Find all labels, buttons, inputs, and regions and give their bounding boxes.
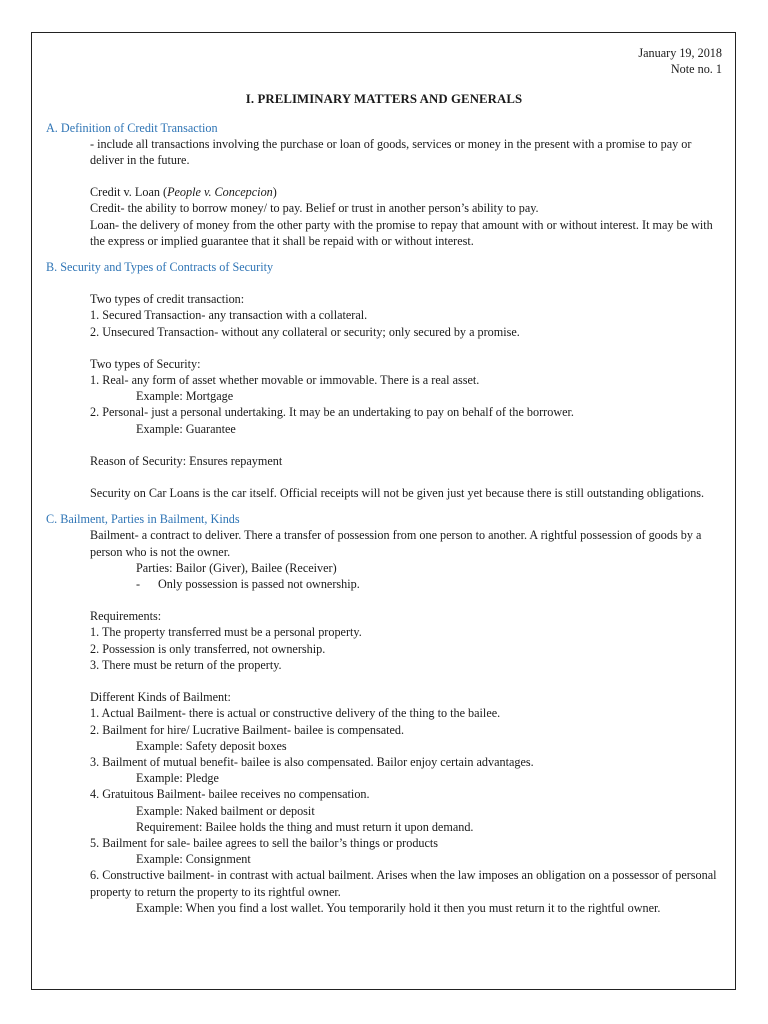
unsecured-transaction: 2. Unsecured Transaction- without any collateral or security; only secured by a promise. [90, 324, 520, 339]
document-page [31, 32, 736, 990]
kind-4: 4. Gratuitous Bailment- bailee receives no compensation. [90, 787, 370, 802]
section-a-heading: A. Definition of Credit Transaction [46, 120, 218, 135]
kind-5-example: Example: Consignment [136, 852, 251, 867]
real-security-example: Example: Mortgage [136, 389, 234, 404]
security-types-label: Two types of Security: [90, 356, 201, 371]
credit-v-loan-suffix: ) [272, 185, 277, 200]
credit-definition: Credit- the ability to borrow money/ to pay. Belief or trust in another person’s ability to pay. [90, 201, 539, 216]
possession-note: Only possession is passed not ownership. [158, 577, 360, 592]
requirement-1: 1. The property transferred must be a personal property. [90, 625, 362, 640]
requirement-3: 3. There must be return of the property. [90, 657, 282, 672]
kinds-label: Different Kinds of Bailment: [90, 690, 231, 705]
kind-3: 3. Bailment of mutual benefit- bailee is also compensated. Bailor enjoy certain advantages. [90, 754, 534, 769]
header-date: January 19, 2018 [638, 46, 722, 60]
kind-6: 6. Constructive bailment- in contrast with actual bailment. Arises when the law imposes an obligation on a possessor of personal property to return the property to its rightful owner. [90, 868, 717, 899]
kind-1: 1. Actual Bailment- there is actual or constructive delivery of the thing to the bailee. [90, 706, 501, 721]
kind-2: 2. Bailment for hire/ Lucrative Bailment- bailee is compensated. [90, 722, 405, 737]
personal-security: 2. Personal- just a personal undertaking. It may be an undertaking to pay on behalf of the borrower. [90, 405, 574, 420]
section-c-heading: C. Bailment, Parties in Bailment, Kinds [46, 512, 240, 527]
requirements-label: Requirements: [90, 609, 162, 624]
credit-v-loan-line [46, 184, 722, 200]
kind-5: 5. Bailment for sale- bailee agrees to sell the bailor’s things or products [90, 835, 439, 850]
personal-security-example: Example: Guarantee [136, 421, 236, 436]
kind-6-example: Example: When you find a lost wallet. You temporarily hold it then you must return it to the rightful owner. [136, 900, 661, 915]
case-citation: People v. Concepcion [167, 185, 273, 200]
header-note-number: Note no. 1 [670, 62, 722, 77]
dash-bullet: - [136, 577, 141, 592]
credit-v-loan-prefix: Credit v. Loan ( [90, 185, 168, 200]
car-loans-security: Security on Car Loans is the car itself. Official receipts will not be given just yet because there is still outstanding obligations. [90, 486, 705, 501]
document-content [46, 45, 722, 916]
credit-types-label: Two types of credit transaction: [90, 292, 245, 307]
requirement-2: 2. Possession is only transferred, not ownership. [90, 641, 326, 656]
kind-2-example: Example: Safety deposit boxes [136, 738, 287, 753]
kind-4-example: Example: Naked bailment or deposit [136, 803, 315, 818]
bailment-definition: Bailment- a contract to deliver. There a transfer of possession from one person to another. A rightful possession of goods by a person who is not the owner. [90, 528, 702, 559]
loan-definition: Loan- the delivery of money from the other party with the promise to repay that amount with or without interest. It may be with the express or implied guarantee that it shall be repaid with or without interest. [90, 217, 713, 248]
bailment-parties: Parties: Bailor (Giver), Bailee (Receiver) [136, 560, 337, 575]
secured-transaction: 1. Secured Transaction- any transaction with a collateral. [90, 308, 368, 323]
kind-4-requirement: Requirement: Bailee holds the thing and must return it upon demand. [136, 819, 474, 834]
possession-note-row [46, 576, 722, 592]
real-security: 1. Real- any form of asset whether movable or immovable. There is a real asset. [90, 373, 480, 388]
section-b-heading: B. Security and Types of Contracts of Security [46, 260, 274, 275]
page-title: I. PRELIMINARY MATTERS AND GENERALS [245, 92, 523, 107]
kind-3-example: Example: Pledge [136, 771, 219, 786]
reason-of-security: Reason of Security: Ensures repayment [90, 453, 283, 468]
credit-transaction-definition: - include all transactions involving the purchase or loan of goods, services or money in the present with a promise to pay or deliver in the future. [90, 136, 692, 168]
